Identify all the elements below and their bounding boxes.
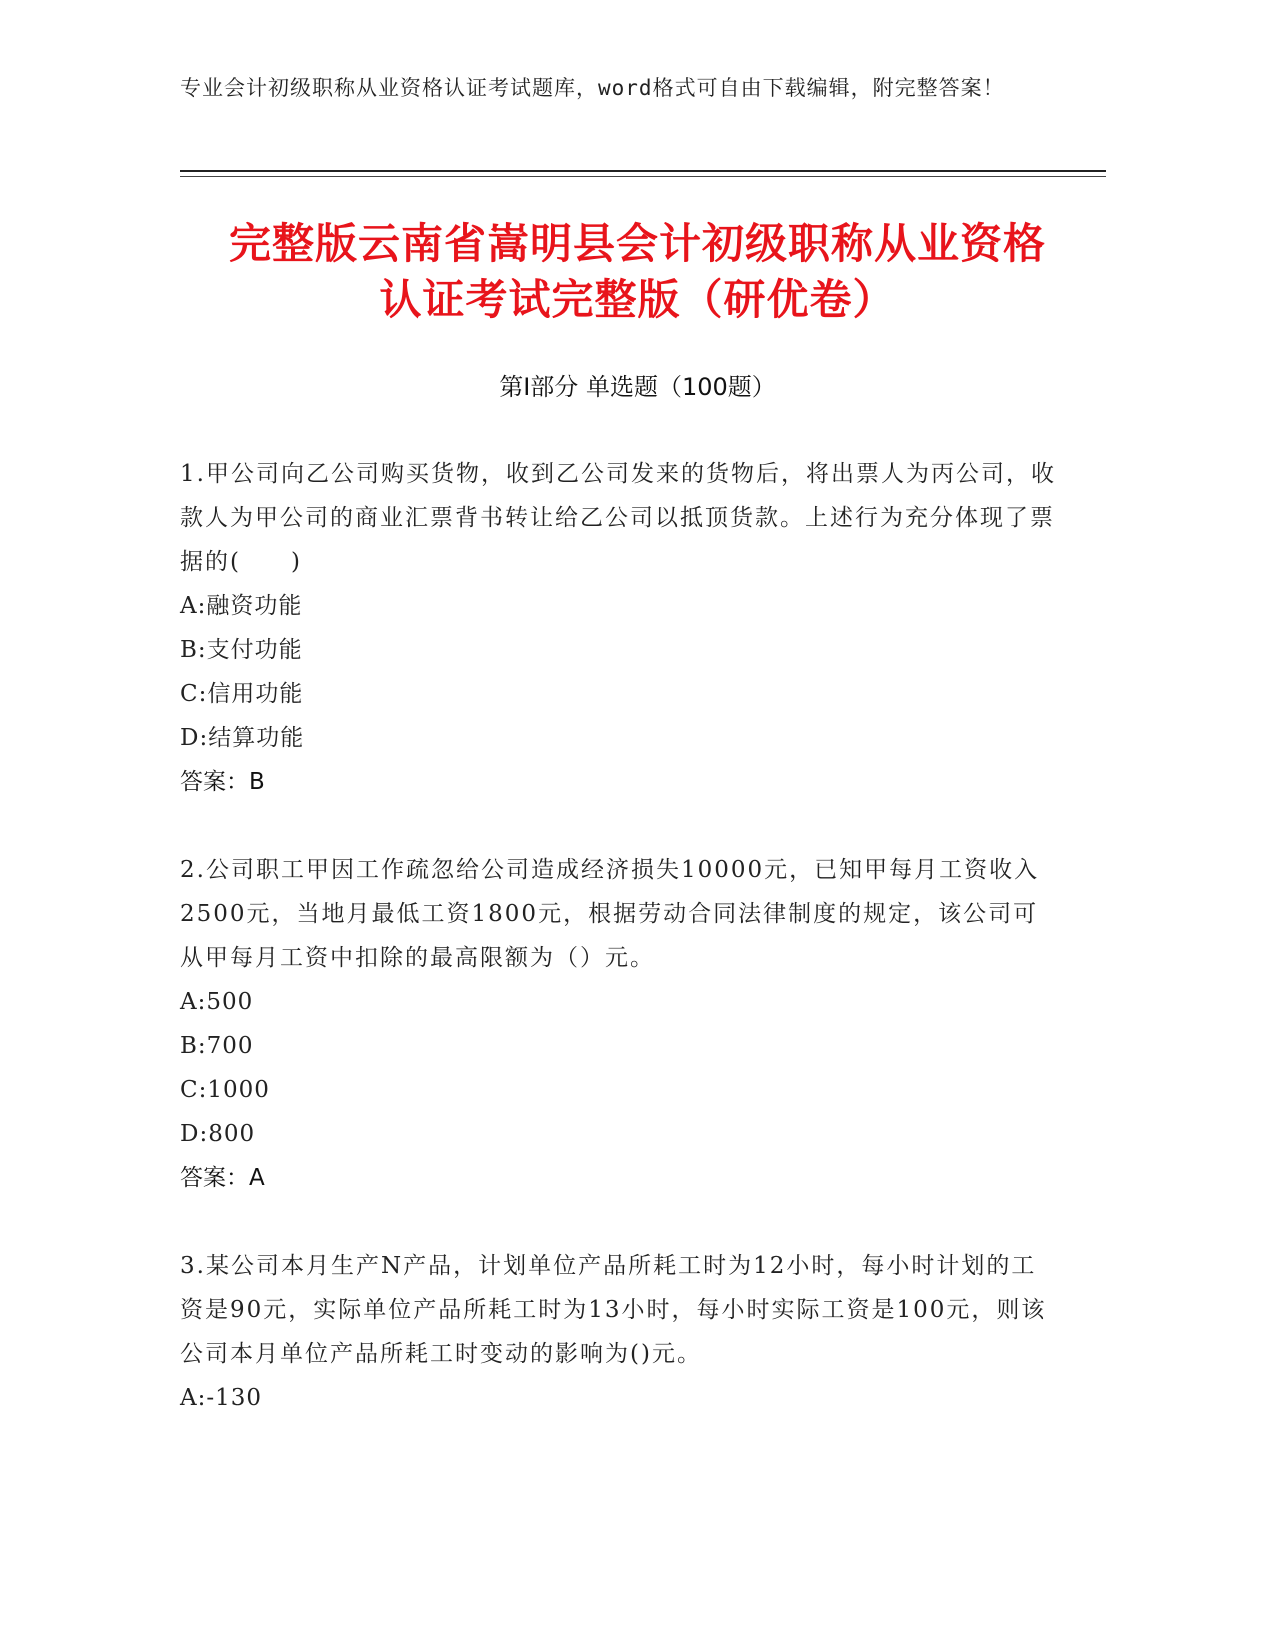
question-stem: 1.甲公司向乙公司购买货物，收到乙公司发来的货物后，将出票人为丙公司，收款人为甲公司的商业汇票背书转让给乙公司以抵顶货款。上述行为充分体现了票据的( ) (180, 461, 1056, 575)
question-stem: 2.公司职工甲因工作疏忽给公司造成经济损失10000元，已知甲每月工资收入2500元，当地月最低工资1800元，根据劳动合同法律制度的规定，该公司可从甲每月工资中扣除的最高限额为（）元。 (180, 857, 1040, 971)
section-heading: 第Ⅰ部分 单选题（100题） (499, 373, 776, 401)
question-1 (180, 452, 1060, 804)
option-d: D:结算功能 (180, 725, 305, 751)
question-2 (180, 848, 1060, 1200)
option-b: B:支付功能 (180, 637, 303, 663)
answer-label: 答案：A (180, 1165, 265, 1191)
header-divider-thin (180, 176, 1106, 177)
option-b: B:700 (180, 1033, 254, 1059)
option-a: A:-130 (180, 1385, 263, 1411)
answer-label: 答案：B (180, 769, 265, 795)
document-title-line-1: 完整版云南省嵩明县会计初级职称从业资格 (228, 219, 1046, 268)
option-d: D:800 (180, 1121, 256, 1147)
question-3 (180, 1244, 1060, 1420)
document-title (150, 216, 1125, 328)
option-a: A:融资功能 (180, 593, 303, 619)
question-stem: 3.某公司本月生产N产品，计划单位产品所耗工时为12小时，每小时计划的工资是90元，实际单位产品所耗工时为13小时，每小时实际工资是100元，则该公司本月单位产品所耗工时变动的影响为()元。 (180, 1253, 1047, 1367)
question-list (180, 452, 1060, 1464)
option-c: C:信用功能 (180, 681, 304, 707)
option-c: C:1000 (180, 1077, 270, 1103)
header-divider-thick (180, 170, 1106, 172)
header-note: 专业会计初级职称从业资格认证考试题库，word格式可自由下载编辑，附完整答案！ (180, 76, 1005, 100)
document-title-line-2: 认证考试完整版（研优卷） (379, 275, 896, 324)
option-a: A:500 (180, 989, 254, 1015)
